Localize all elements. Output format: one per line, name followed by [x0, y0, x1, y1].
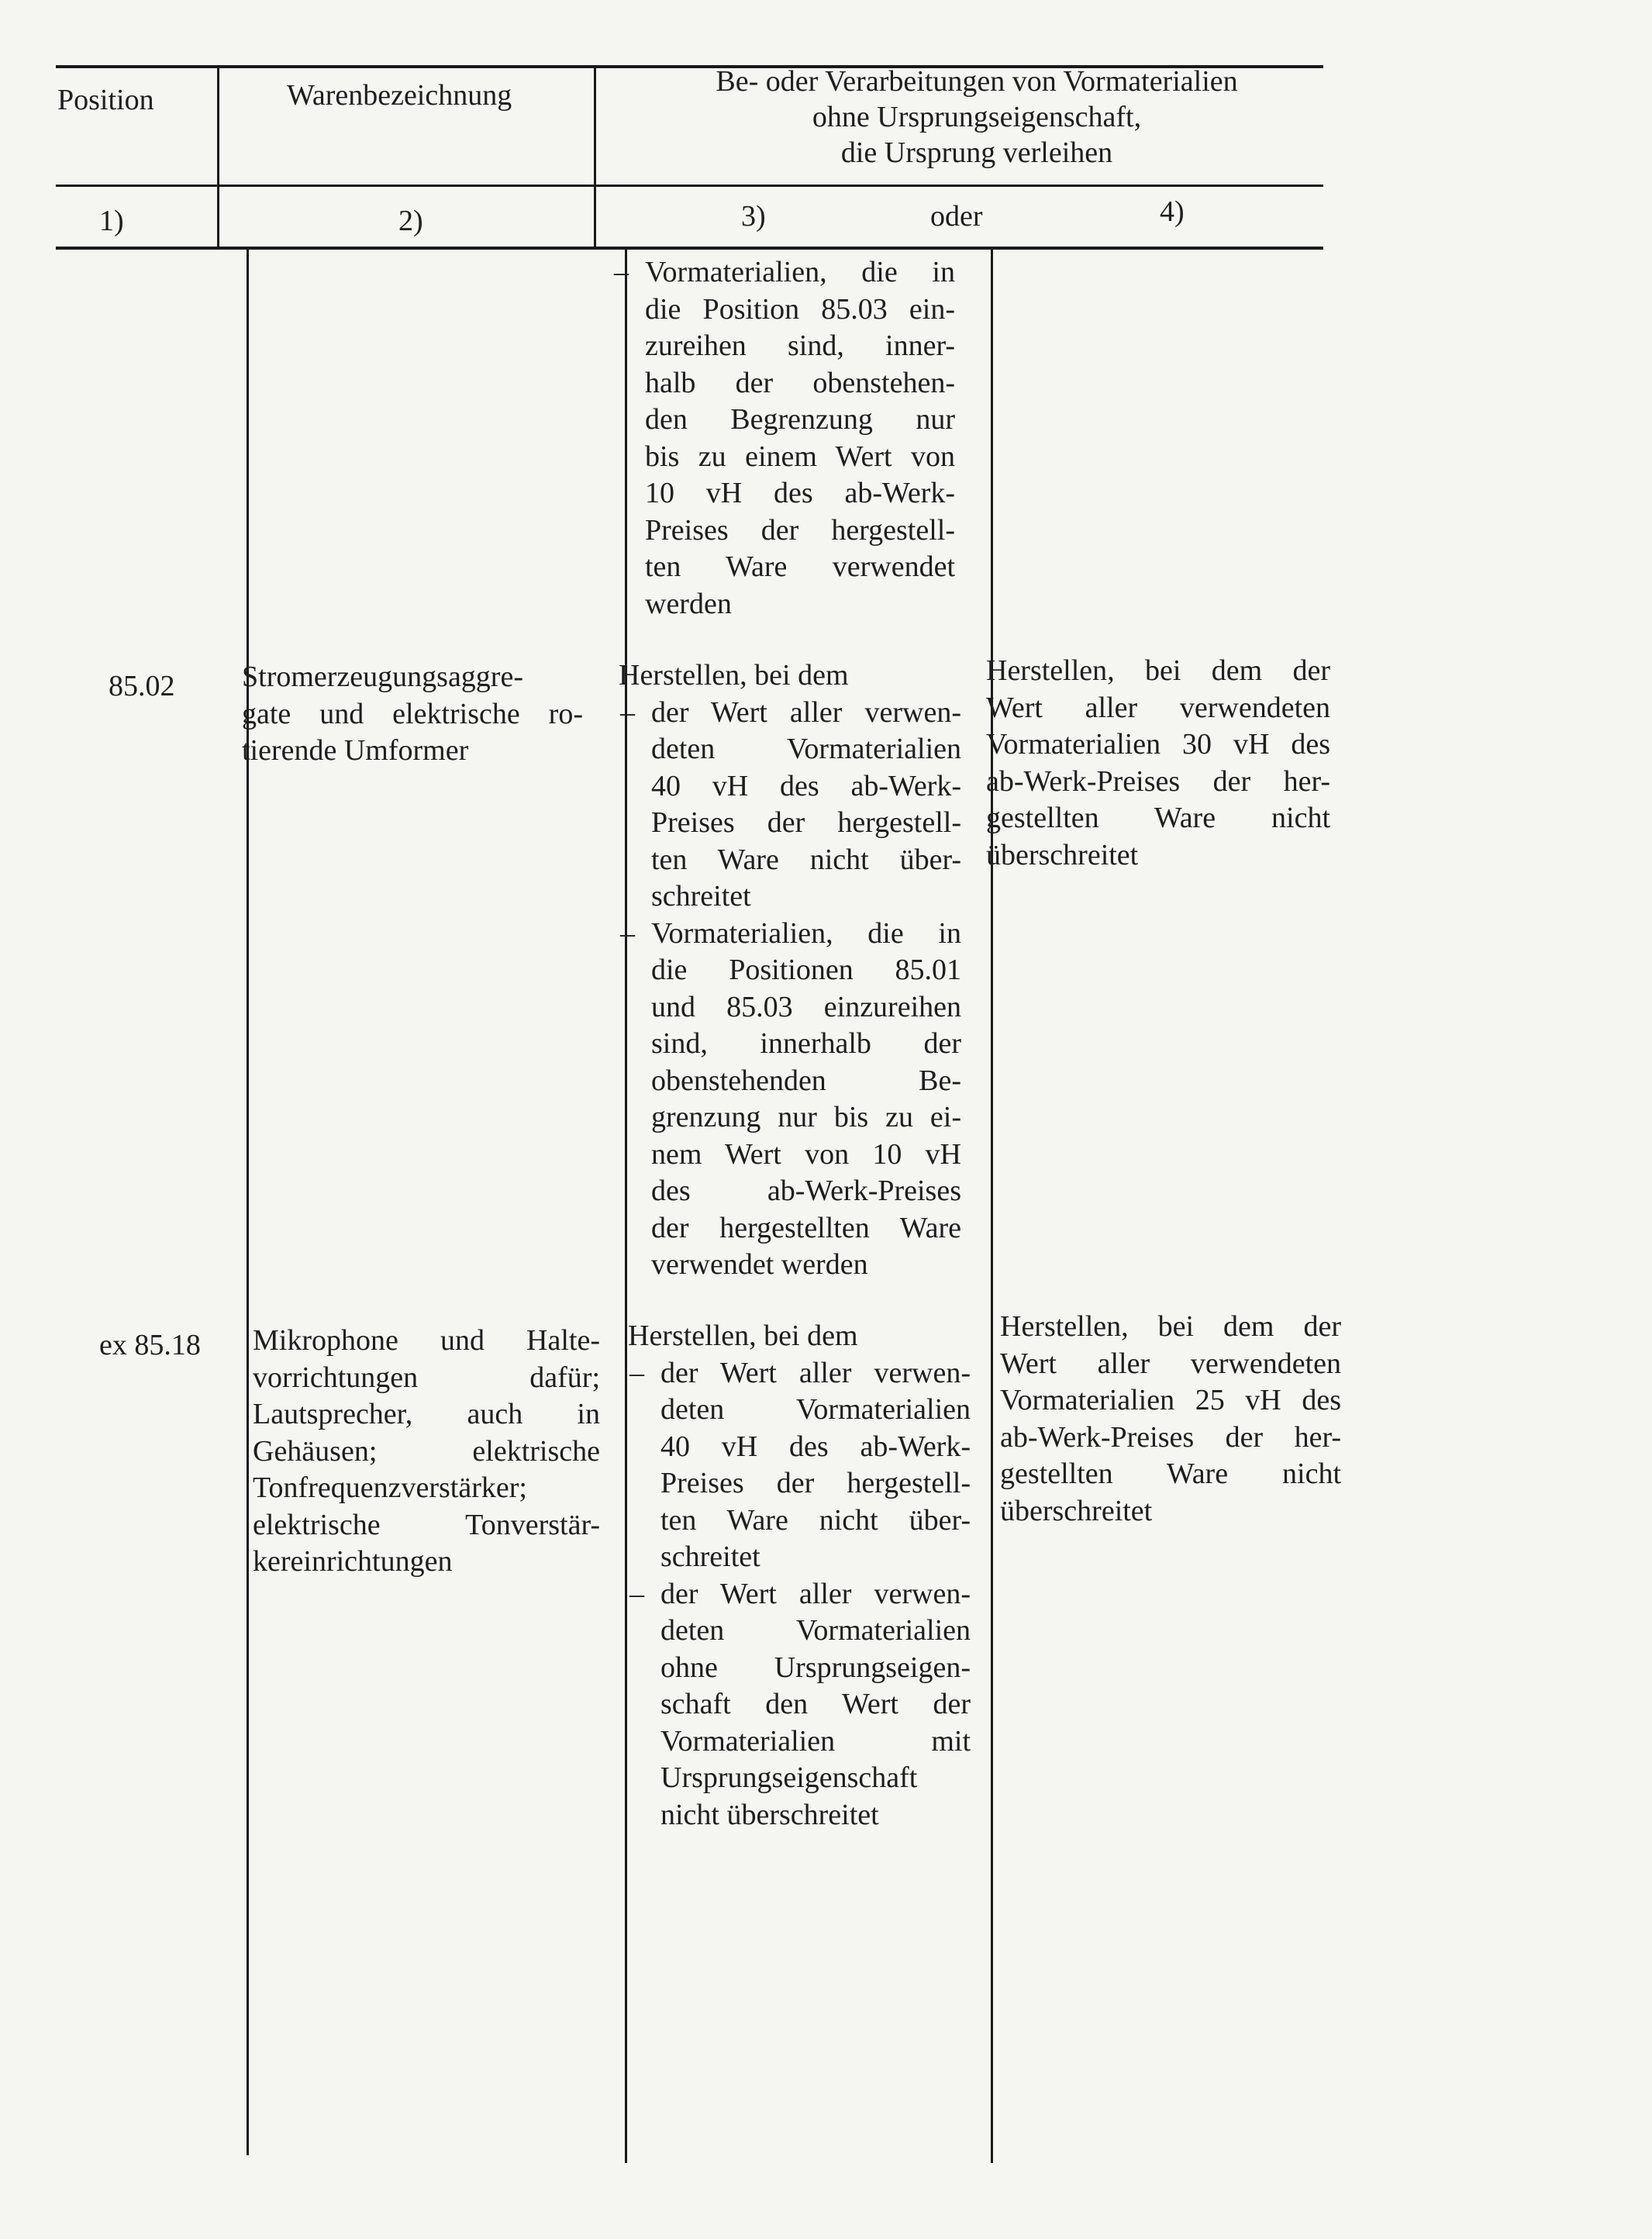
text-line: nem Wert von 10 vH — [651, 1137, 961, 1171]
dash-marker: – — [620, 916, 635, 950]
row-position: ex 85.18 — [99, 1329, 201, 1361]
row-col4 — [986, 653, 1330, 874]
text-line: deten Vormaterialien — [660, 1614, 971, 1647]
text-line: nicht überschreitet — [660, 1798, 879, 1831]
header-column-divider-2 — [594, 67, 596, 248]
text-line: Vormaterialien mit — [660, 1724, 971, 1758]
col3-item — [620, 695, 961, 1284]
row-position: 85.02 — [109, 670, 175, 702]
header-verarbeitungen-line: ohne Ursprungseigenschaft, — [812, 101, 1142, 133]
continuation-dash-item — [614, 254, 955, 623]
text-line: gestellten Ware nicht — [1000, 1458, 1341, 1490]
text-line: Mikrophone und Halte- — [253, 1324, 600, 1357]
header-divider-rule — [56, 185, 1323, 187]
text-line: Ursprungseigenschaft — [660, 1761, 918, 1794]
text-line: deten Vormaterialien — [651, 733, 961, 765]
text-line: ten Ware nicht über- — [651, 843, 961, 876]
row-description — [242, 659, 583, 770]
text-line: ab-Werk-Preises der her- — [1000, 1420, 1341, 1454]
intro-line: Herstellen, bei dem — [628, 1320, 858, 1352]
text-line: der Wert aller verwen- — [651, 695, 961, 729]
dash-marker: – — [614, 256, 629, 288]
text-line: Wert aller verwendeten — [1000, 1347, 1341, 1380]
text-line: tierende Umformer — [242, 734, 469, 767]
text-line: Vormaterialien 25 vH des — [1000, 1384, 1341, 1416]
text-line: obenstehenden Be- — [651, 1064, 961, 1097]
text-line: vorrichtungen dafür; — [253, 1361, 600, 1394]
text-line: gate und elektrische ro- — [242, 697, 583, 730]
dash-marker: – — [620, 695, 635, 729]
dash-item — [629, 1355, 971, 1576]
text-line: deten Vormaterialien — [660, 1393, 971, 1426]
dash-item — [620, 916, 961, 1284]
text-line: Preises der hergestell- — [645, 513, 955, 547]
text-line: überschreitet — [1000, 1494, 1153, 1527]
header-position: Position — [57, 84, 154, 116]
text-line: Vormaterialien, die in — [651, 916, 961, 950]
dash-marker: – — [629, 1577, 644, 1610]
text-line: die Position 85.03 ein- — [645, 292, 955, 326]
text-line: werden — [645, 587, 732, 620]
text-line: Wert aller verwendeten — [986, 691, 1330, 724]
header-verarbeitungen-line: die Ursprung verleihen — [840, 136, 1113, 169]
body-column-divider-1 — [247, 248, 249, 2155]
text-line: Herstellen, bei dem der — [1000, 1310, 1341, 1343]
text-line: Vormaterialien 30 vH des — [986, 728, 1330, 761]
text-line: 10 vH des ab-Werk- — [645, 477, 955, 509]
text-line: ten Ware nicht über- — [660, 1503, 971, 1537]
text-line: gestellten Ware nicht — [986, 802, 1330, 834]
header-number-2: 2) — [398, 205, 423, 237]
intro-line: Herstellen, bei dem — [619, 659, 849, 692]
text-line: Vormaterialien, die in — [645, 256, 955, 288]
text-line: den Begrenzung nur — [645, 403, 955, 436]
text-line: Preises der hergestell- — [651, 806, 961, 839]
body-column-divider-3 — [991, 248, 993, 2163]
text-line: schreitet — [660, 1540, 760, 1573]
text-line: der hergestellten Ware — [651, 1211, 961, 1244]
text-line: zureihen sind, inner- — [645, 329, 955, 362]
text-line: Preises der hergestell- — [660, 1467, 971, 1499]
text-line: Lautsprecher, auch in — [253, 1398, 600, 1430]
text-line: überschreitet — [986, 838, 1139, 871]
header-warenbezeichnung: Warenbezeichnung — [287, 79, 512, 112]
continuation-item — [614, 254, 955, 623]
text-line: ten Ware verwendet — [645, 550, 955, 583]
text-line: halb der obenstehen- — [645, 366, 955, 399]
header-verarbeitungen — [605, 64, 1349, 171]
text-line: die Positionen 85.01 — [651, 954, 961, 986]
dash-marker: – — [629, 1356, 644, 1389]
text-line: bis zu einem Wert von — [645, 440, 955, 473]
text-line: ab-Werk-Preises der her- — [986, 764, 1330, 798]
row-description — [253, 1323, 600, 1581]
text-line: schaft den Wert der — [660, 1688, 971, 1720]
dash-item — [620, 695, 961, 916]
text-line: Tonfrequenzverstärker; — [253, 1471, 527, 1504]
text-line: der Wert aller verwen- — [660, 1577, 971, 1610]
header-column-divider-1 — [217, 67, 219, 247]
text-line: des ab-Werk-Preises — [651, 1175, 961, 1207]
header-verarbeitungen-line: Be- oder Verarbeitungen von Vormaterialien — [716, 65, 1238, 98]
text-line: schreitet — [651, 880, 751, 913]
row-col3 — [619, 657, 983, 1284]
text-line: 40 vH des ab-Werk- — [651, 769, 961, 802]
text-line: elektrische Tonverstär- — [253, 1508, 600, 1541]
header-oder: oder — [930, 200, 983, 233]
text-line: sind, innerhalb der — [651, 1027, 961, 1060]
text-line: kereinrichtungen — [253, 1545, 453, 1578]
text-line: verwendet werden — [651, 1248, 868, 1281]
text-line: und 85.03 einzureihen — [651, 990, 961, 1023]
dash-item — [629, 1576, 971, 1834]
header-number-3: 3) — [741, 200, 766, 233]
text-line: ohne Ursprungseigen- — [660, 1651, 971, 1684]
col3-item — [629, 1355, 971, 1834]
text-line: Herstellen, bei dem der — [986, 654, 1330, 687]
header-number-1: 1) — [99, 205, 124, 237]
text-line: Gehäusen; elektrische — [253, 1434, 600, 1468]
text-line: Stromerzeugungsaggre- — [242, 661, 523, 693]
row-col4 — [1000, 1309, 1341, 1530]
text-line: 40 vH des ab-Werk- — [660, 1430, 971, 1463]
row-col3 — [628, 1318, 992, 1834]
text-line: der Wert aller verwen- — [660, 1356, 971, 1389]
header-number-4: 4) — [1160, 195, 1185, 228]
text-line: grenzung nur bis zu ei- — [651, 1101, 961, 1133]
